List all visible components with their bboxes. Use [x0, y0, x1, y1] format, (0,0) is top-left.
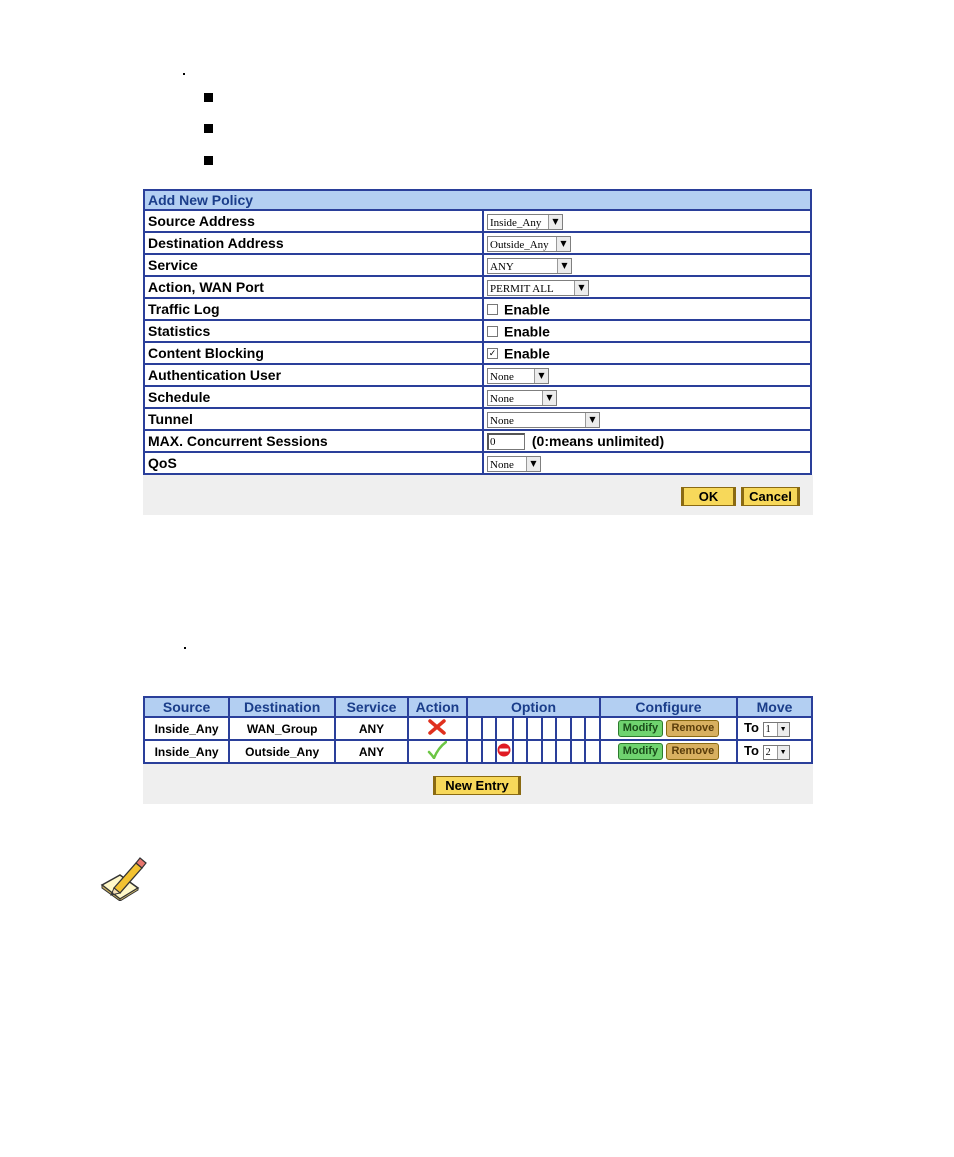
table-row	[144, 740, 812, 763]
authentication-user-label: Authentication User	[144, 364, 483, 386]
table-row	[144, 717, 812, 740]
option-cell	[482, 717, 497, 740]
option-cell	[527, 740, 542, 763]
option-cell	[556, 740, 571, 763]
source-address-label: Source Address	[144, 210, 483, 232]
modify-button[interactable]: Modify	[618, 743, 663, 760]
chevron-down-icon: ▼	[557, 259, 571, 273]
deny-x-icon	[428, 719, 446, 735]
permit-check-icon	[427, 741, 447, 759]
option-cell	[482, 740, 497, 763]
chevron-down-icon: ▼	[548, 215, 562, 229]
chevron-down-icon: ▼	[556, 237, 570, 251]
row-move	[737, 740, 812, 763]
bullet-square	[204, 156, 213, 165]
service-select[interactable]: ANY ▼	[487, 258, 572, 274]
option-cell	[585, 717, 600, 740]
schedule-select[interactable]: None ▼	[487, 390, 557, 406]
chevron-down-icon: ▼	[585, 413, 599, 427]
row-action	[408, 740, 467, 763]
traffic-log-label: Traffic Log	[144, 298, 483, 320]
chevron-down-icon: ▼	[574, 281, 588, 295]
note-pencil-icon	[98, 855, 148, 901]
content-blocking-checkbox[interactable]: ✓	[488, 348, 497, 359]
modify-button[interactable]: Modify	[618, 720, 663, 737]
cancel-button[interactable]: Cancel	[741, 487, 800, 506]
option-cell	[496, 740, 513, 763]
source-address-select[interactable]: Inside_Any ▼	[487, 214, 563, 230]
tunnel-label: Tunnel	[144, 408, 483, 430]
form-title: Add New Policy	[144, 190, 811, 210]
option-cell	[542, 717, 557, 740]
row-source: Inside_Any	[144, 717, 229, 740]
move-to-label: To	[744, 720, 759, 736]
move-position-select[interactable]: 2 ▼	[763, 745, 790, 760]
option-cell	[467, 740, 482, 763]
content-blocking-icon	[497, 743, 511, 757]
bullet-square	[204, 124, 213, 133]
col-action: Action	[408, 697, 467, 717]
statistics-checkbox[interactable]	[487, 326, 498, 337]
row-move	[737, 717, 812, 740]
chevron-down-icon: ▼	[542, 391, 556, 405]
remove-button[interactable]: Remove	[666, 720, 719, 737]
destination-address-select[interactable]: Outside_Any ▼	[487, 236, 571, 252]
row-destination: WAN_Group	[229, 717, 335, 740]
chevron-down-icon: ▼	[526, 457, 540, 471]
statistics-label: Statistics	[144, 320, 483, 342]
chevron-down-icon: ▼	[777, 746, 789, 759]
form-footer	[143, 475, 813, 515]
authentication-user-select[interactable]: None ▼	[487, 368, 549, 384]
option-cell	[542, 740, 557, 763]
move-to-label: To	[744, 743, 759, 759]
col-destination: Destination	[229, 697, 335, 717]
move-position-select[interactable]: 1 ▼	[763, 722, 790, 737]
remove-button[interactable]: Remove	[666, 743, 719, 760]
traffic-log-enable-label: Enable	[504, 301, 550, 318]
option-cell	[467, 717, 482, 740]
row-service: ANY	[335, 717, 408, 740]
ok-button[interactable]: OK	[681, 487, 736, 506]
new-entry-button[interactable]: New Entry	[433, 776, 521, 795]
add-new-policy-form	[143, 189, 813, 515]
option-cell	[556, 717, 571, 740]
option-cell	[571, 740, 586, 763]
row-destination: Outside_Any	[229, 740, 335, 763]
traffic-log-checkbox[interactable]	[487, 304, 498, 315]
col-service: Service	[335, 697, 408, 717]
bullet-dot	[183, 73, 185, 75]
row-service: ANY	[335, 740, 408, 763]
list-footer	[143, 764, 813, 804]
statistics-enable-label: Enable	[504, 323, 550, 340]
row-source: Inside_Any	[144, 740, 229, 763]
option-cell	[585, 740, 600, 763]
chevron-down-icon: ▼	[777, 723, 789, 736]
col-configure: Configure	[600, 697, 737, 717]
policy-list-table	[143, 696, 813, 804]
row-action	[408, 717, 467, 740]
col-move: Move	[737, 697, 812, 717]
tunnel-select[interactable]: None ▼	[487, 412, 600, 428]
qos-label: QoS	[144, 452, 483, 474]
option-cell	[496, 717, 513, 740]
bullet-dot	[184, 647, 186, 649]
col-option: Option	[467, 697, 600, 717]
action-wan-port-label: Action, WAN Port	[144, 276, 483, 298]
option-cell	[513, 717, 528, 740]
bullet-square	[204, 93, 213, 102]
max-sessions-input[interactable]: 0	[487, 433, 525, 450]
row-configure	[600, 717, 737, 740]
row-configure	[600, 740, 737, 763]
action-wan-port-select[interactable]: PERMIT ALL ▼	[487, 280, 589, 296]
chevron-down-icon: ▼	[534, 369, 548, 383]
content-blocking-enable-label: Enable	[504, 345, 550, 362]
schedule-label: Schedule	[144, 386, 483, 408]
max-concurrent-sessions-label: MAX. Concurrent Sessions	[144, 430, 483, 452]
unlimited-note: (0:means unlimited)	[531, 433, 665, 450]
option-cell	[527, 717, 542, 740]
destination-address-label: Destination Address	[144, 232, 483, 254]
option-cell	[513, 740, 528, 763]
service-label: Service	[144, 254, 483, 276]
col-source: Source	[144, 697, 229, 717]
qos-select[interactable]: None ▼	[487, 456, 541, 472]
content-blocking-label: Content Blocking	[144, 342, 483, 364]
option-cell	[571, 717, 586, 740]
